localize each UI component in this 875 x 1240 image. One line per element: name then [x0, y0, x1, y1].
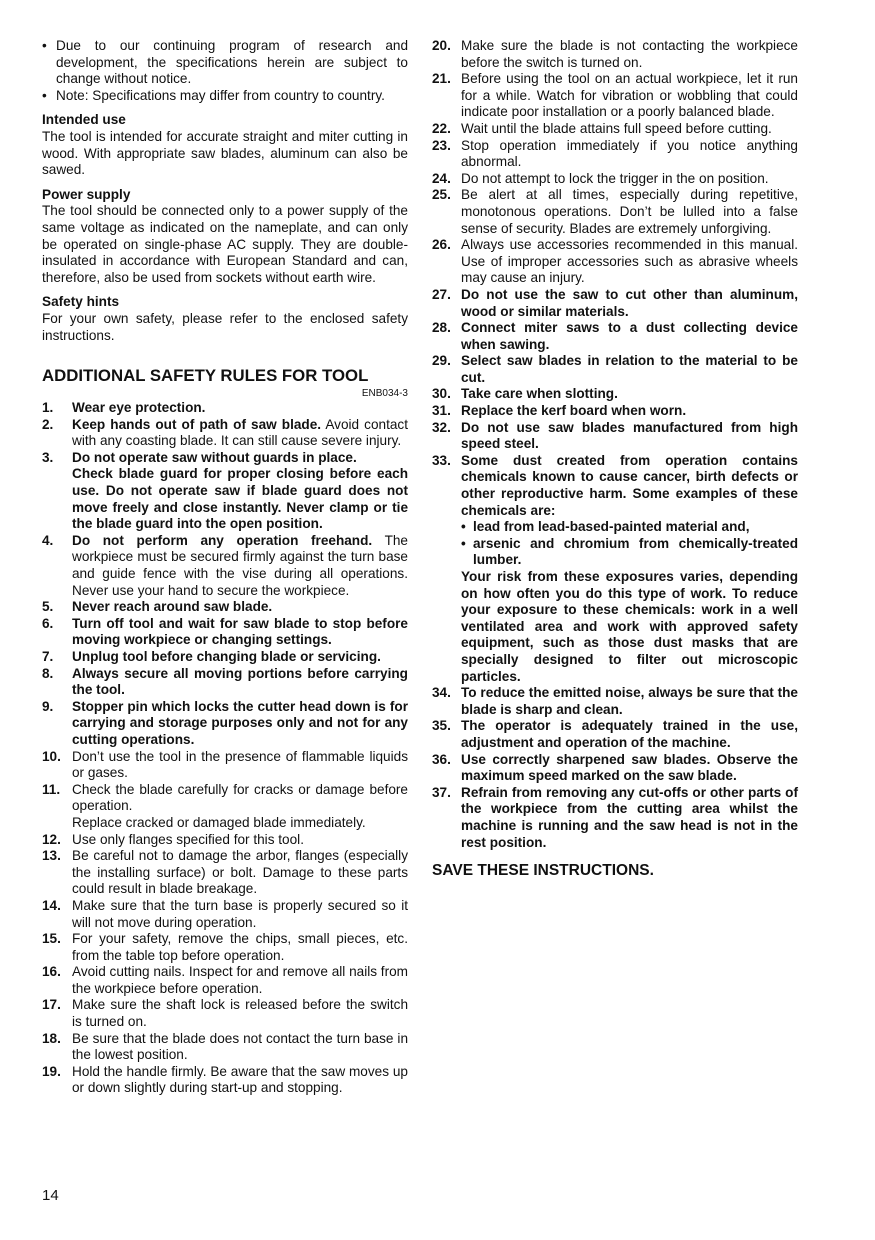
- rule-text: [72, 599, 408, 616]
- rule-plain-text: Avoid cutting nails. Inspect for and remove all nails from the workpiece before operation.: [72, 964, 408, 996]
- rule-bold-text: Refrain from removing any cut-offs or other parts of the workpiece from the cutting area whilst the machine is running and the saw head is not in the rest position.: [461, 784, 798, 850]
- rule-item: [432, 752, 798, 785]
- rule-item: [42, 1031, 408, 1064]
- rule-item: [42, 931, 408, 964]
- rule-number: 30.: [432, 386, 451, 402]
- rule-item: [42, 616, 408, 649]
- rule-number: 33.: [432, 452, 451, 468]
- rule-number: 34.: [432, 685, 451, 701]
- rule-item: [42, 599, 408, 616]
- rule-number: 11.: [42, 781, 61, 797]
- rule-bold-text: Do not use saw blades manufactured from high speed steel.: [461, 419, 798, 452]
- rule-text: [461, 121, 798, 138]
- rule-bold-text: Use correctly sharpened saw blades. Observe the maximum speed marked on the saw blade.: [461, 751, 798, 784]
- rule-bold-text: Check blade guard for proper closing before each use. Do not operate saw if blade guard does not move freely and close instantly. Never clamp or tie the blade guard into the open position.: [72, 466, 408, 532]
- rule-number: 4.: [42, 532, 54, 548]
- rule-bold-text: Select saw blades in relation to the material to be cut.: [461, 353, 798, 385]
- rule-bold-text: Turn off tool and wait for saw blade to stop before moving workpiece or changing settings.: [72, 615, 408, 648]
- section-text-intended-use: The tool is intended for accurate straight and miter cutting in wood. With appropriate saw blades, aluminum can also be sawed.: [42, 128, 408, 178]
- intro-bullet: • Due to our continuing program of research and development, the specifications herein are subject to change without notice.: [42, 38, 408, 88]
- rule-text: [461, 71, 798, 121]
- rules-list-right: [432, 38, 798, 851]
- rule-item: [432, 785, 798, 851]
- rule-bold-text: Do not operate saw without guards in place.: [72, 449, 357, 465]
- rule-text: [461, 420, 798, 453]
- rule-item: [432, 353, 798, 386]
- rule-number: 29.: [432, 353, 451, 369]
- rule-bold-text: Connect miter saws to a dust collecting device when sawing.: [461, 320, 798, 352]
- rule-text: [461, 138, 798, 171]
- rule-item: [42, 533, 408, 599]
- rule-text: [72, 699, 408, 749]
- rule-text: [72, 898, 408, 931]
- rule-item: [42, 400, 408, 417]
- rule-item: [432, 38, 798, 71]
- rule-bold-text: Replace the kerf board when worn.: [461, 403, 687, 419]
- rule-text: [461, 718, 798, 751]
- rule-item: [432, 320, 798, 353]
- rule-text: [461, 353, 798, 386]
- rule-item: [432, 453, 798, 685]
- rule-item: [42, 964, 408, 997]
- rule-plain-text: Be careful not to damage the arbor, flanges (especially the installing surface) or bolt. Damage to these parts could result in blade breakage.: [72, 848, 408, 897]
- rule-number: 24.: [432, 170, 451, 186]
- left-column: [42, 38, 408, 1097]
- rule-number: 23.: [432, 137, 451, 153]
- rule-number: 36.: [432, 751, 451, 767]
- rule-text: [461, 287, 798, 320]
- rule-item: [42, 699, 408, 749]
- rule-text: [72, 782, 408, 815]
- rule-plain-text: Be alert at all times, especially during repetitive, monotonous operations. Don’t be lulled into a false sense of security. Blades are extremely unforgiving.: [461, 187, 798, 236]
- rule-number: 5.: [42, 599, 54, 615]
- rule-item: [42, 997, 408, 1030]
- rule-number: 32.: [432, 419, 451, 435]
- rule-number: 15.: [42, 931, 61, 947]
- section-text-safety-hints: For your own safety, please refer to the enclosed safety instructions.: [42, 310, 408, 343]
- rule-item: [432, 287, 798, 320]
- rule-text: [461, 785, 798, 851]
- rule-item: [432, 420, 798, 453]
- rule-plain-text: Stop operation immediately if you notice anything abnormal.: [461, 137, 798, 170]
- rule-bold-text: Some dust created from operation contains chemicals known to cause cancer, birth defects or other reproductive harm. Some examples of these chemicals are:: [461, 452, 798, 518]
- rule-plain-text: Avoid contact with any coasting blade. It can still cause severe injury.: [72, 416, 408, 449]
- rule-bold-text: Do not use the saw to cut other than aluminum, wood or similar materials.: [461, 286, 798, 319]
- rule-item: [432, 71, 798, 121]
- rule-item: [432, 121, 798, 138]
- rule-plain-text: Make sure the blade is not contacting the workpiece before the switch is turned on.: [461, 38, 798, 70]
- rule-text: [72, 666, 408, 699]
- rule-text: [461, 752, 798, 785]
- rule-number: 6.: [42, 615, 54, 631]
- rule-number: 17.: [42, 997, 61, 1013]
- rule-plain-text: Before using the tool on an actual workpiece, let it run for a while. Watch for vibration or wobbling that could indicate poor installation or a poorly balanced blade.: [461, 71, 798, 120]
- rule-item: [432, 237, 798, 287]
- rule-item: [42, 666, 408, 699]
- rule-number: 12.: [42, 831, 61, 847]
- rule-bold-text: Keep hands out of path of saw blade.: [72, 416, 322, 432]
- rule-text: [461, 171, 798, 188]
- rule-text: [461, 187, 798, 237]
- rule-plain-text: The workpiece must be secured firmly against the turn base and guide fence with the vise during all operations. Never use your hand to secure the workpiece.: [72, 532, 408, 598]
- rule-plain-text: Check the blade carefully for cracks or damage before operation.: [72, 781, 408, 814]
- rule-text: [461, 685, 798, 718]
- rules-list-left: [42, 400, 408, 1097]
- rule-bold-text: To reduce the emitted noise, always be sure that the blade is sharp and clean.: [461, 685, 798, 717]
- rule-text: [72, 964, 408, 997]
- rule-item: [432, 685, 798, 718]
- rule-text: [72, 616, 408, 649]
- rule-item: [432, 718, 798, 751]
- rule-item: [42, 1064, 408, 1097]
- rule-number: 18.: [42, 1030, 61, 1046]
- rule-item: [42, 782, 408, 832]
- rule-text: [72, 997, 408, 1030]
- rule-text: [461, 38, 798, 71]
- rule-item: [432, 403, 798, 420]
- rule-item: [42, 417, 408, 450]
- rule-bold-text: Always secure all moving portions before carrying the tool.: [72, 665, 408, 698]
- rule-text: [72, 749, 408, 782]
- rule-number: 37.: [432, 784, 451, 800]
- rule-number: 35.: [432, 718, 451, 734]
- rule-number: 14.: [42, 897, 61, 913]
- page-number: 14: [42, 1187, 59, 1204]
- rule-item: [432, 187, 798, 237]
- section-title-safety-hints: Safety hints: [42, 294, 120, 310]
- rule-text: [461, 237, 798, 287]
- rule-text: [72, 400, 408, 417]
- rule-item: [432, 386, 798, 403]
- rule-number: 20.: [432, 38, 451, 53]
- rule-text: [72, 1064, 408, 1097]
- section-text-power-supply: The tool should be connected only to a power supply of the same voltage as indicated on the nameplate, and can only be operated on single-phase AC supply. They are double-insulated in accordance with European Standard and can, therefore, also be used from sockets without earth wire.: [42, 203, 408, 285]
- rule-bold-text: Your risk from these exposures varies, depending on how often you do this type of work. To reduce your exposure to these chemicals: work in a well ventilated area and work with approved safety equipment, such as those dust masks that are specially designed to filter out microscopic particles.: [461, 569, 798, 684]
- rule-item: [42, 832, 408, 849]
- rule-number: 21.: [432, 71, 451, 87]
- rule-bold-text: Unplug tool before changing blade or servicing.: [72, 649, 381, 664]
- right-column: [432, 38, 798, 881]
- rule-plain-text: Do not attempt to lock the trigger in the on position.: [461, 170, 769, 186]
- rule-sub-bullet: • arsenic and chromium from chemically-treated lumber.: [461, 536, 798, 569]
- rule-item: [42, 649, 408, 666]
- rule-number: 22.: [432, 120, 451, 136]
- rule-number: 13.: [42, 848, 61, 864]
- rule-number: 7.: [42, 649, 54, 664]
- rule-plain-text: Don’t use the tool in the presence of flammable liquids or gases.: [72, 748, 408, 781]
- section-title-power-supply: Power supply: [42, 186, 131, 202]
- rule-item: [42, 848, 408, 898]
- rule-text: [72, 931, 408, 964]
- rule-bold-text: Never reach around saw blade.: [72, 599, 273, 615]
- rule-number: 2.: [42, 416, 54, 432]
- rule-number: 31.: [432, 403, 451, 419]
- rule-item: [432, 171, 798, 188]
- rule-number: 27.: [432, 286, 451, 302]
- rule-number: 19.: [42, 1063, 61, 1079]
- rule-plain-text: Be sure that the blade does not contact the turn base in the lowest position.: [72, 1030, 408, 1063]
- rule-number: 9.: [42, 698, 54, 714]
- rule-plain-text: For your safety, remove the chips, small pieces, etc. from the table top before operation.: [72, 931, 408, 963]
- rule-number: 26.: [432, 237, 451, 253]
- rule-bold-text: Take care when slotting.: [461, 386, 618, 402]
- rule-number: 1.: [42, 400, 54, 416]
- rule-item: [42, 749, 408, 782]
- rule-bold-text: Wear eye protection.: [72, 400, 206, 416]
- rule-bold-text: Stopper pin which locks the cutter head down is for carrying and storage purposes only and not for any cutting operations.: [72, 698, 408, 747]
- rule-text: [72, 417, 408, 450]
- rule-text: [461, 386, 798, 403]
- intro-bullet: • Note: Specifications may differ from country to country.: [42, 88, 408, 105]
- rule-plain-text: Always use accessories recommended in this manual. Use of improper accessories such as abrasive wheels may cause an injury.: [461, 237, 798, 286]
- rule-sub-bullet: • lead from lead-based-painted material and,: [461, 519, 798, 536]
- rule-bold-text: Do not perform any operation freehand.: [72, 532, 373, 548]
- rule-text: [72, 450, 408, 467]
- rule-text: [72, 848, 408, 898]
- rule-text: [72, 832, 408, 849]
- save-instructions: SAVE THESE INSTRUCTIONS.: [432, 862, 654, 880]
- rule-plain-text: Wait until the blade attains full speed before cutting.: [461, 120, 772, 136]
- rule-extra-text: [461, 569, 798, 685]
- rule-number: 28.: [432, 320, 451, 336]
- rule-text: [461, 403, 798, 420]
- rule-text: [461, 453, 798, 519]
- rule-text: [72, 649, 408, 666]
- rule-text: [72, 533, 408, 599]
- rules-heading: ADDITIONAL SAFETY RULES FOR TOOL: [42, 366, 369, 386]
- rule-plain-text: Make sure the shaft lock is released before the switch is turned on.: [72, 997, 408, 1030]
- rule-number: 16.: [42, 964, 61, 980]
- rule-item: [42, 450, 408, 533]
- rule-number: 10.: [42, 748, 61, 764]
- rule-text: [72, 1031, 408, 1064]
- rule-plain-text: Use only flanges specified for this tool.: [72, 831, 304, 847]
- rule-number: 8.: [42, 665, 54, 681]
- rule-plain-text: Make sure that the turn base is properly secured so it will not move during operation.: [72, 897, 408, 930]
- rule-text: [461, 320, 798, 353]
- rule-number: 25.: [432, 187, 451, 203]
- rule-extra-text: [72, 466, 408, 532]
- rule-plain-text: Hold the handle firmly. Be aware that the saw moves up or down slightly during start-up and stopping.: [72, 1063, 408, 1096]
- section-title-intended-use: Intended use: [42, 112, 126, 128]
- rule-item: [432, 138, 798, 171]
- rule-number: 3.: [42, 449, 54, 465]
- rule-extra-text: Replace cracked or damaged blade immediately.: [72, 814, 366, 830]
- document-code: ENB034-3: [361, 388, 408, 400]
- rule-bold-text: The operator is adequately trained in the use, adjustment and operation of the machine.: [461, 718, 798, 750]
- rule-item: [42, 898, 408, 931]
